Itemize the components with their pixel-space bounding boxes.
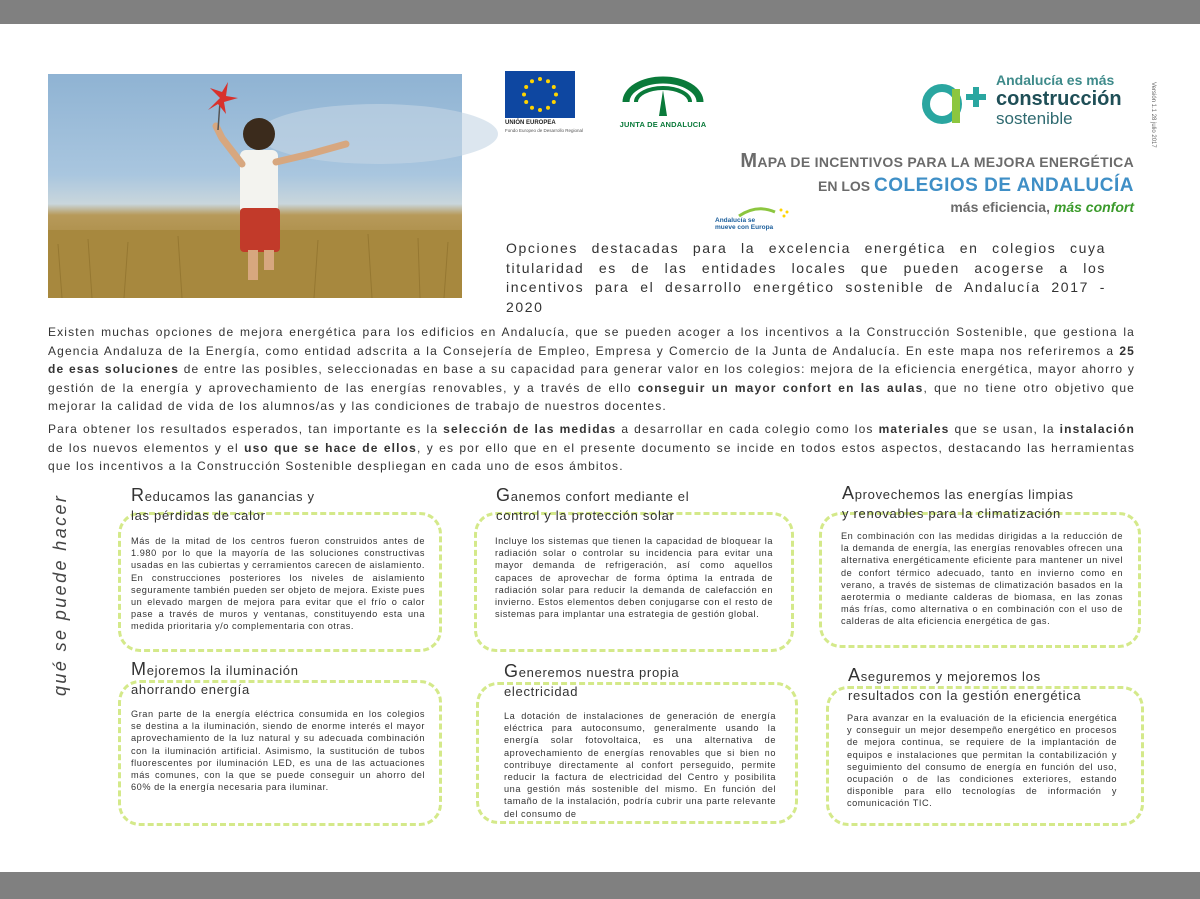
title-line2 — [740, 175, 1134, 197]
title-line3-plain: más eficiencia, — [950, 199, 1054, 215]
card-4-title — [131, 660, 299, 699]
junta-de-andalucia-logo — [620, 72, 706, 120]
card-5-title — [504, 662, 679, 701]
p2-part-g: de los nuevos elementos y el — [48, 440, 245, 455]
card-3-title-cap: A — [842, 483, 855, 503]
card-5-body: La dotación de instalaciones de generación de energía eléctrica para autoconsumo, generalmente usando la energía solar fotovoltaica, es una alternativa de aprovechamiento de energías renovables que si bien no contribuye directamente al confort perseguido, permite reducir la factura de electricidad del Centro y posibilita una gestión más sostenible del mismo. En función del tamaño de la instalación, podría cubrir una parte relevante del consumo de — [504, 711, 776, 819]
page-title — [740, 150, 1134, 215]
card-6-title-line2: resultados con la gestión energética — [848, 688, 1082, 703]
p2-part-d: materiales — [878, 422, 950, 436]
p1-part-d: conseguir un mayor confort en las aulas — [637, 380, 924, 395]
p2-part-f: instalación — [1059, 422, 1135, 436]
p2-part-c: a desarrollar en cada colegio como los — [616, 422, 879, 436]
card-2-title — [496, 486, 689, 525]
document-page — [0, 24, 1200, 872]
title-line3 — [740, 199, 1134, 215]
p1-part-a: Existen muchas opciones de mejora energética para los edificios en Andalucía, que se pueden acoger a los incentivos a la Construcción Sostenible, que gestiona la Agencia Andaluza de la Energía, como entidad adscrita a la Consejería de Empleo, Empresa y Comercio de la Junta de Andalucía. En este mapa nos referiremos a — [48, 325, 1135, 358]
card-4-title-line2: ahorrando energía — [131, 682, 250, 697]
title-line1 — [740, 150, 1134, 173]
title-line1-rest: APA DE INCENTIVOS PARA LA MEJORA ENERGÉTICA — [757, 154, 1134, 170]
card-2-body: Incluye los sistemas que tienen la capacidad de bloquear la radiación solar o controlar su incidencia para evitar una mayor demanda de refrigeración, así como aquellos capaces de aprovechar de forma óptima la entrada de radiación solar para reducir la demanda de calefacción en invierno. Estos elementos deben conjugarse con el resto de sistemas para implantar una estrategia de gestión global. — [495, 536, 773, 620]
p2-part-i: , y es por ello que en el presente documento se incide en todos estos aspectos, destacando las herramientas que los incentivos a la Construcción Sostenible despliegan en cada uno de esos ámbitos. — [48, 440, 1135, 473]
side-label: qué se puede hacer — [50, 493, 70, 696]
card-1-title — [131, 486, 315, 525]
brand-text — [996, 72, 1122, 128]
eu-flag-logo — [505, 71, 575, 118]
card-3-title-rest: provechemos las energías limpias — [854, 487, 1074, 502]
p1-part-b: 25 de esas soluciones — [48, 343, 1135, 376]
version-label: Versión 1.1 28 julio 2017 — [1150, 82, 1156, 148]
title-line2-prefix: EN LOS — [818, 178, 875, 194]
card-1-body: Más de la mitad de los centros fueron construidos antes de 1.980 por lo que la mayoría de las soluciones constructivas usadas en las cubiertas y cerramientos carecen de aislamiento. En construcciones posteriores los niveles de aislamiento seguramente también pueden ser objeto de mejora. Existe pues un elevado margen de mejora para evitar que el frío o calor pase a través de muros y ventanas, constituyendo esta una medida prioritaria y/o complementaria con otras. — [131, 536, 425, 632]
brand-line2: construcción — [996, 88, 1122, 110]
junta-label: JUNTA DE ANDALUCIA — [619, 120, 707, 129]
andalucia-se-mueve-con-europa-logo — [715, 206, 777, 236]
card-6-title-rest: seguremos y mejoremos los — [860, 669, 1041, 684]
intro-text: Opciones destacadas para la excelencia energética en colegios cuya titularidad es de las entidades locales que pueden acogerse a los incentivos para el desarrollo energético sostenible de Andalucía 2017 - 2020 — [506, 240, 1106, 315]
eu-sublabel: Fondo Europeo de Desarrollo Regional — [505, 128, 584, 133]
andalucia-europa-label: Andalucía se mueve con Europa — [715, 217, 774, 231]
title-line1-cap: M — [740, 150, 758, 172]
p2-part-h: uso que se hace de ellos — [244, 440, 417, 455]
card-1-title-line2: las pérdidas de calor — [131, 508, 266, 523]
title-line3-highlight: más confort — [1053, 199, 1134, 215]
card-5-title-rest: eneremos nuestra propia — [518, 665, 680, 680]
card-1-title-cap: R — [131, 485, 145, 505]
card-4-body: Gran parte de la energía eléctrica consumida en los colegios se destina a la iluminación, siendo de enorme interés el mayor aprovechamiento de la luz natural y su adecuada combinación con la iluminación artificial. Asimismo, la sustitución de tubos fluorescentes por iluminación LED, es una de las actuaciones más comunes, con la que se puede conseguir un ahorro del 60% de la energía necesaria para iluminar. — [131, 709, 425, 793]
card-5-title-line2: electricidad — [504, 684, 579, 699]
card-2-title-rest: anemos confort mediante el — [510, 489, 690, 504]
card-5-title-cap: G — [504, 661, 519, 681]
card-2-title-line2: control y la protección solar — [496, 508, 675, 523]
card-6-body: Para avanzar en la evaluación de la eficiencia energética y conseguir un mejor desempeño energético en procesos de mejora continua, se requiere de la implantación de equipos e instalaciones que permitan la contabilización y seguimiento del consumo de energía en función del uso, ocupación o de las condiciones exteriores, estando disponible para ello tecnologías de información y comunicación TIC. — [847, 713, 1117, 809]
p2-part-a: Para obtener los resultados esperados, tan importante es la — [48, 422, 444, 436]
card-1-title-rest: educamos las ganancias y — [144, 489, 315, 504]
p2-part-e: que se usan, la — [949, 422, 1060, 436]
card-2-title-cap: G — [496, 485, 511, 505]
card-3-title-line2: y renovables para la climatización — [842, 506, 1061, 521]
card-4-title-rest: ejoremos la iluminación — [146, 663, 299, 678]
card-3-title — [842, 484, 1074, 523]
card-4-title-cap: M — [131, 659, 147, 679]
p1-part-c: de entre las posibles, seleccionadas en base a su capacidad para generar valor en los colegios: mejora de la eficiencia energética, mayor ahorro y gestión de la energía y aprovechamiento de las energías renovables, y a través de ello — [48, 362, 1135, 395]
p1-part-e: , que no tiene otro objetivo que mejorar la calidad de vida de los alumnos/as y las condiciones de trabajo de nuestros docentes. — [48, 380, 1136, 413]
eu-caption — [505, 120, 585, 134]
p2-part-b: selección de las medidas — [443, 422, 617, 436]
construccion-sostenible-logo-icon — [920, 79, 990, 129]
viewer-top-bar — [0, 0, 1200, 24]
card-3-body: En combinación con las medidas dirigidas a la reducción de la demanda de energía, las energías renovables ofrecen una alternativa energéticamente eficiente para mantener un nivel de confort térmico adecuado, tanto en invierno como en verano, a través de sistemas de climatización basados en la aerotermia o mediante calderas de biomasa, en las zonas más frías, como alternativa o en combinación con el uso de calderas de alta eficiencia energética de gas. — [841, 531, 1123, 627]
card-6-title-cap: A — [848, 665, 861, 685]
card-6-title — [848, 666, 1081, 705]
viewer-bottom-bar — [0, 872, 1200, 899]
child-in-field-photo — [48, 74, 462, 298]
brand-line3: sostenible — [996, 109, 1073, 128]
paragraph-1 — [48, 323, 1135, 416]
eu-label: UNIÓN EUROPEA — [505, 120, 556, 126]
brand-line1: Andalucía es más — [996, 72, 1115, 88]
paragraph-2 — [48, 420, 1135, 476]
title-line2-highlight: COLEGIOS DE ANDALUCÍA — [874, 175, 1134, 196]
